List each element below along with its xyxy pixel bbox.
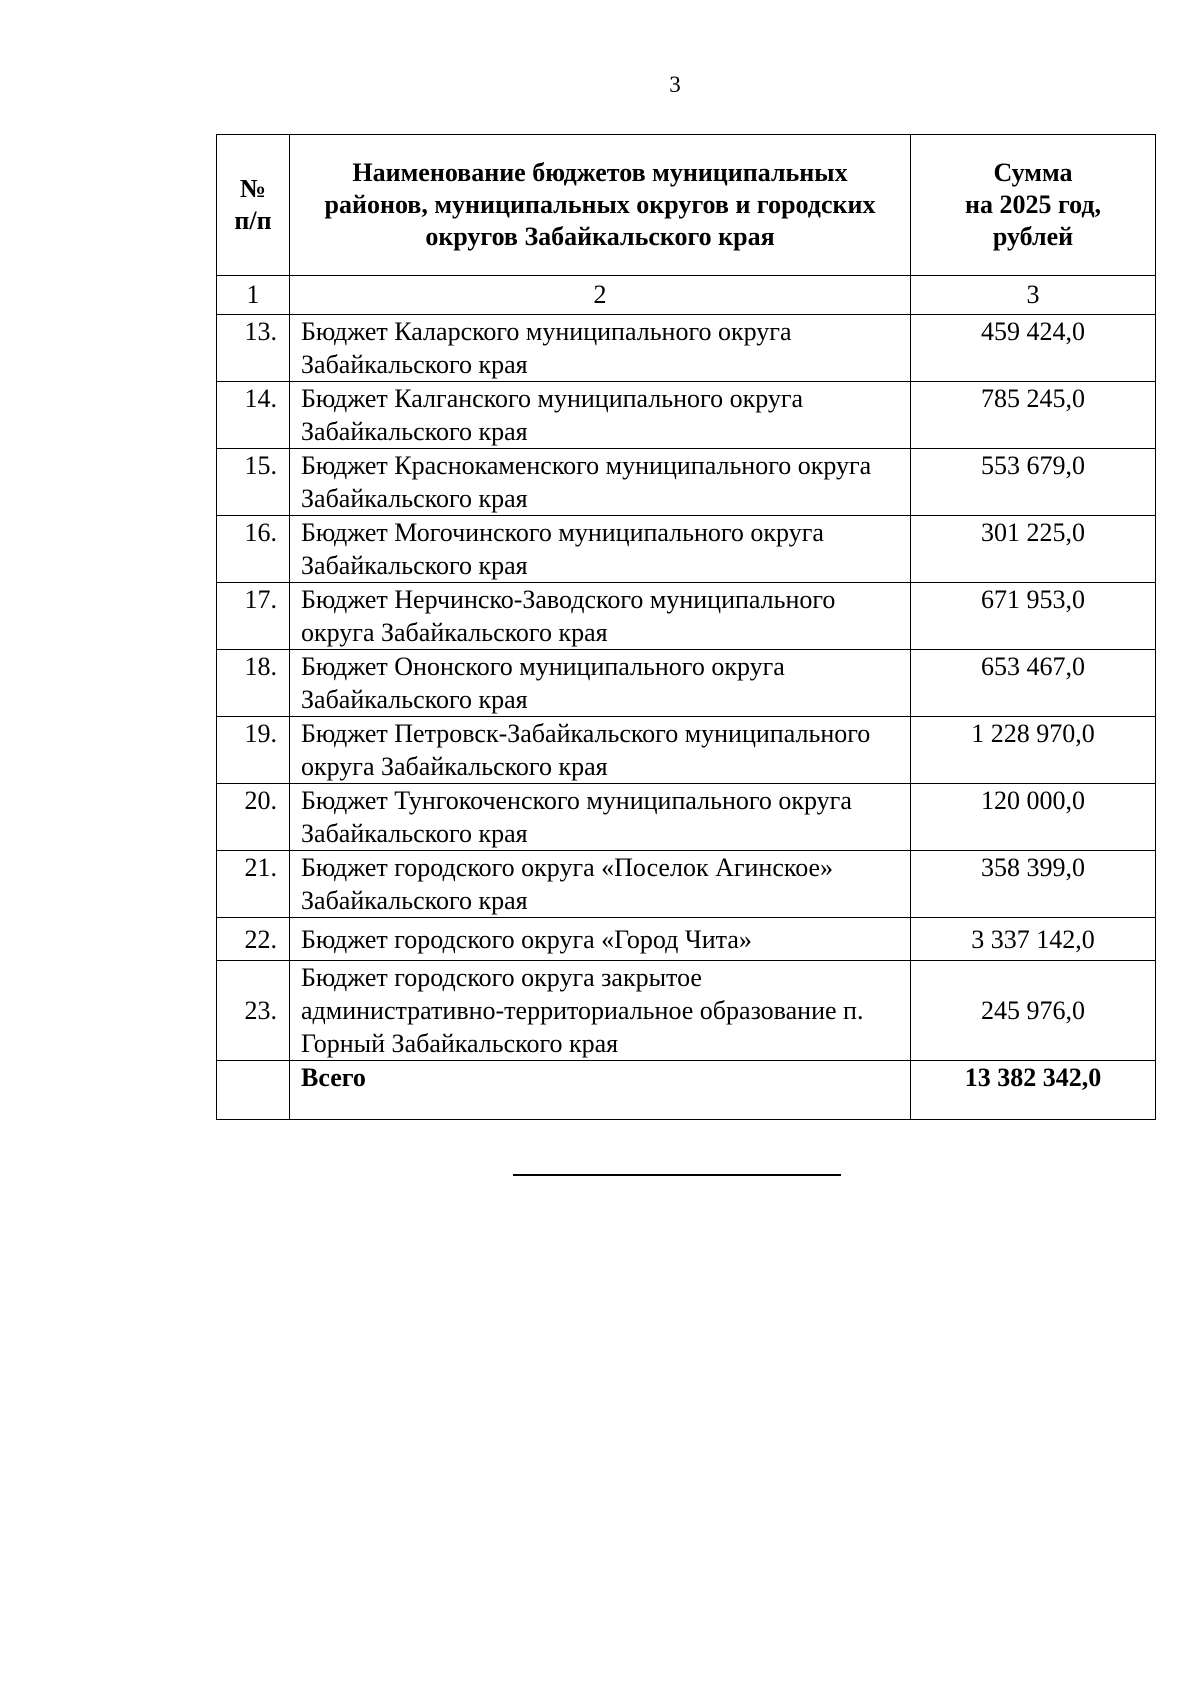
budget-table [216,134,1156,1120]
row-name: Бюджет городского округа «Город Чита» [290,918,911,961]
row-number: 15. [217,449,290,516]
table-row [217,961,1156,1061]
total-sum: 13 382 342,0 [911,1061,1156,1120]
row-name: Бюджет Тунгокоченского муниципального округа Забайкальского края [290,784,911,851]
row-sum: 553 679,0 [911,449,1156,516]
column-numbers-row [217,276,1156,315]
row-sum: 245 976,0 [911,961,1156,1061]
row-sum: 358 399,0 [911,851,1156,918]
table-row [217,784,1156,851]
row-name: Бюджет городского округа «Поселок Агинское» Забайкальского края [290,851,911,918]
column-number: 2 [290,276,911,315]
table-row [217,851,1156,918]
row-name: Бюджет Могочинского муниципального округа Забайкальского края [290,516,911,583]
total-row [217,1061,1156,1120]
row-sum: 301 225,0 [911,516,1156,583]
row-sum: 671 953,0 [911,583,1156,650]
row-number: 23. [217,961,290,1061]
row-number: 14. [217,382,290,449]
row-name: Бюджет городского округа закрытое административно-территориальное образование п. Горный Забайкальского края [290,961,911,1061]
row-sum: 1 228 970,0 [911,717,1156,784]
row-name: Бюджет Калганского муниципального округа Забайкальского края [290,382,911,449]
page-number: 3 [669,72,681,97]
row-name: Бюджет Краснокаменского муниципального округа Забайкальского края [290,449,911,516]
row-sum: 120 000,0 [911,784,1156,851]
row-sum: 653 467,0 [911,650,1156,717]
table-row [217,315,1156,382]
column-number: 1 [217,276,290,315]
table-row [217,918,1156,961]
table-row [217,583,1156,650]
row-number: 21. [217,851,290,918]
total-label: Всего [290,1061,911,1120]
row-number: 20. [217,784,290,851]
row-number: 18. [217,650,290,717]
row-number: 17. [217,583,290,650]
table-row [217,650,1156,717]
row-sum: 459 424,0 [911,315,1156,382]
table-row [217,382,1156,449]
row-number: 19. [217,717,290,784]
column-number: 3 [911,276,1156,315]
row-sum: 3 337 142,0 [911,918,1156,961]
row-number: 13. [217,315,290,382]
table-row [217,516,1156,583]
end-divider-line [513,1174,841,1176]
total-num-cell [217,1061,290,1120]
row-name: Бюджет Каларского муниципального округа Забайкальского края [290,315,911,382]
row-name: Бюджет Нерчинско-Заводского муниципального округа Забайкальского края [290,583,911,650]
row-name: Бюджет Ононского муниципального округа Забайкальского края [290,650,911,717]
row-name: Бюджет Петровск-Забайкальского муниципального округа Забайкальского края [290,717,911,784]
row-sum: 785 245,0 [911,382,1156,449]
row-number: 16. [217,516,290,583]
header-sum: Сумма на 2025 год, рублей [911,135,1156,276]
table-row [217,717,1156,784]
table-row [217,449,1156,516]
table-header-row [217,135,1156,276]
row-number: 22. [217,918,290,961]
header-num: № п/п [217,135,290,276]
header-name: Наименование бюджетов муниципальных районов, муниципальных округов и городских округов Забайкальского края [290,135,911,276]
